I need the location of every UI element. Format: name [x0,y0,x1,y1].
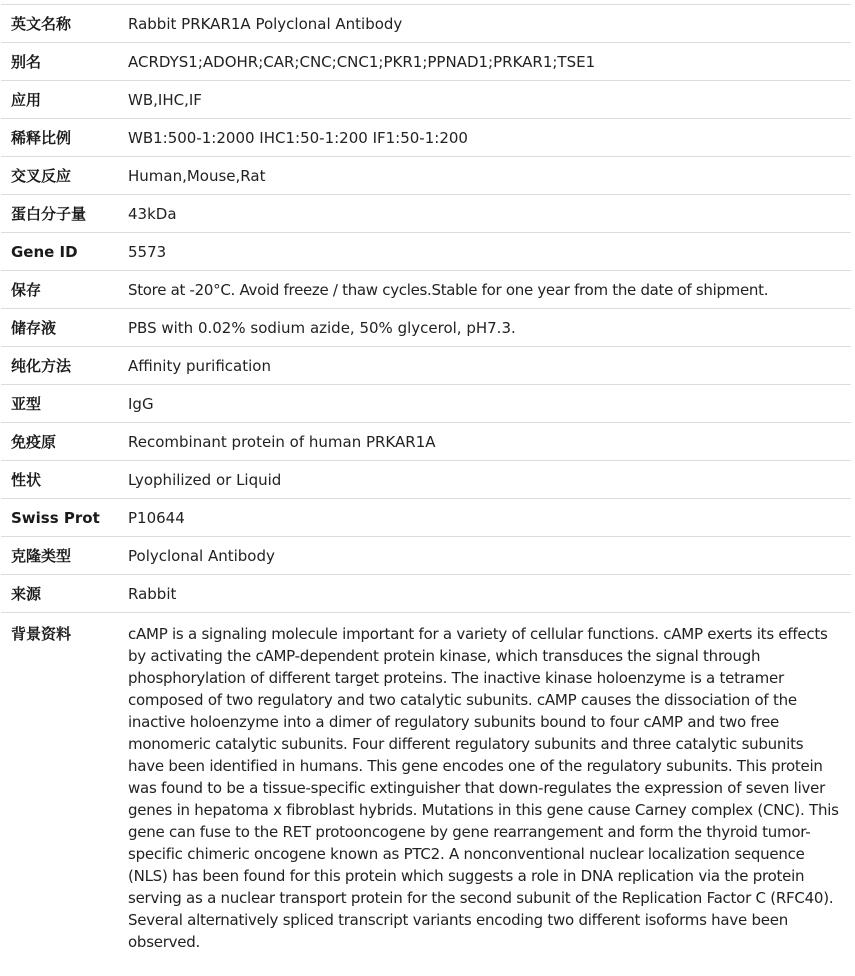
product-spec-table [1,4,851,953]
row-gene-id [1,233,851,271]
value-background: cAMP is a signaling molecule important for a variety of cellular functions. cAMP exerts its effects by activating the cAMP-dependent protein kinase, which transduces the signal through phosphorylation of different target proteins. The inactive kinase holoenzyme is a tetramer composed of two regulatory and two catalytic subunits. cAMP causes the dissociation of the inactive holoenzyme into a dimer of regulatory subunits bound to four cAMP and two free monomeric catalytic subunits. Four different regulatory subunits and three catalytic subunits have been identified in humans. This gene encodes one of the regulatory subunits. This protein was found to be a tissue-specific extinguisher that down-regulates the expression of seven liver genes in hepatoma x fibroblast hybrids. Mutations in this gene cause Carney complex (CNC). This gene can fuse to the RET protooncogene by gene rearrangement and form the thyroid tumor-specific chimeric oncogene known as PTC2. A nonconventional nuclear localization sequence (NLS) has been found for this protein which suggests a role in DNA replication via the protein serving as a nuclear transport protein for the second subunit of the Replication Factor C (RFC40). Several alternatively spliced transcript variants encoding two different isoforms have been observed. [128,625,839,951]
row-reactivity [1,157,851,195]
value-molecular-weight: 43kDa [128,205,177,223]
row-molecular-weight [1,195,851,233]
label-background: 背景资料 [11,625,72,643]
label-buffer: 储存液 [11,319,57,337]
row-immunogen [1,423,851,461]
row-swiss-prot [1,499,851,537]
value-host: Rabbit [128,585,177,603]
value-form: Lyophilized or Liquid [128,471,282,489]
value-storage: Store at -20°C. Avoid freeze / thaw cycles.Stable for one year from the date of shipment. [128,281,769,299]
value-english-name: Rabbit PRKAR1A Polyclonal Antibody [128,15,403,33]
value-dilution: WB1:500-1:2000 IHC1:50-1:200 IF1:50-1:200 [128,129,468,147]
label-dilution: 稀释比例 [11,129,72,147]
label-host: 来源 [11,585,42,603]
value-clonality: Polyclonal Antibody [128,547,275,565]
value-application: WB,IHC,IF [128,91,202,109]
value-alias: ACRDYS1;ADOHR;CAR;CNC;CNC1;PKR1;PPNAD1;PRKAR1;TSE1 [128,53,596,71]
row-background [1,613,851,953]
label-storage: 保存 [11,281,42,299]
row-english-name [1,5,851,43]
row-storage [1,271,851,309]
label-application: 应用 [11,91,42,109]
row-dilution [1,119,851,157]
label-immunogen: 免疫原 [11,433,57,451]
row-host [1,575,851,613]
row-alias [1,43,851,81]
value-swiss-prot: P10644 [128,509,185,527]
row-isotype [1,385,851,423]
row-purification [1,347,851,385]
label-molecular-weight: 蛋白分子量 [11,205,87,223]
row-clonality [1,537,851,575]
label-isotype: 亚型 [11,395,42,413]
label-form: 性状 [11,471,42,489]
value-gene-id: 5573 [128,243,167,261]
label-purification: 纯化方法 [11,357,72,375]
value-purification: Affinity purification [128,357,271,375]
label-gene-id: Gene ID [11,243,78,261]
label-reactivity: 交叉反应 [11,167,72,185]
value-immunogen: Recombinant protein of human PRKAR1A [128,433,436,451]
label-english-name: 英文名称 [11,15,72,33]
label-clonality: 克隆类型 [11,547,72,565]
label-swiss-prot: Swiss Prot [11,509,100,527]
value-reactivity: Human,Mouse,Rat [128,167,266,185]
value-isotype: IgG [128,395,154,413]
row-application [1,81,851,119]
value-buffer: PBS with 0.02% sodium azide, 50% glycerol, pH7.3. [128,319,516,337]
row-form [1,461,851,499]
row-buffer [1,309,851,347]
label-alias: 别名 [11,53,42,71]
